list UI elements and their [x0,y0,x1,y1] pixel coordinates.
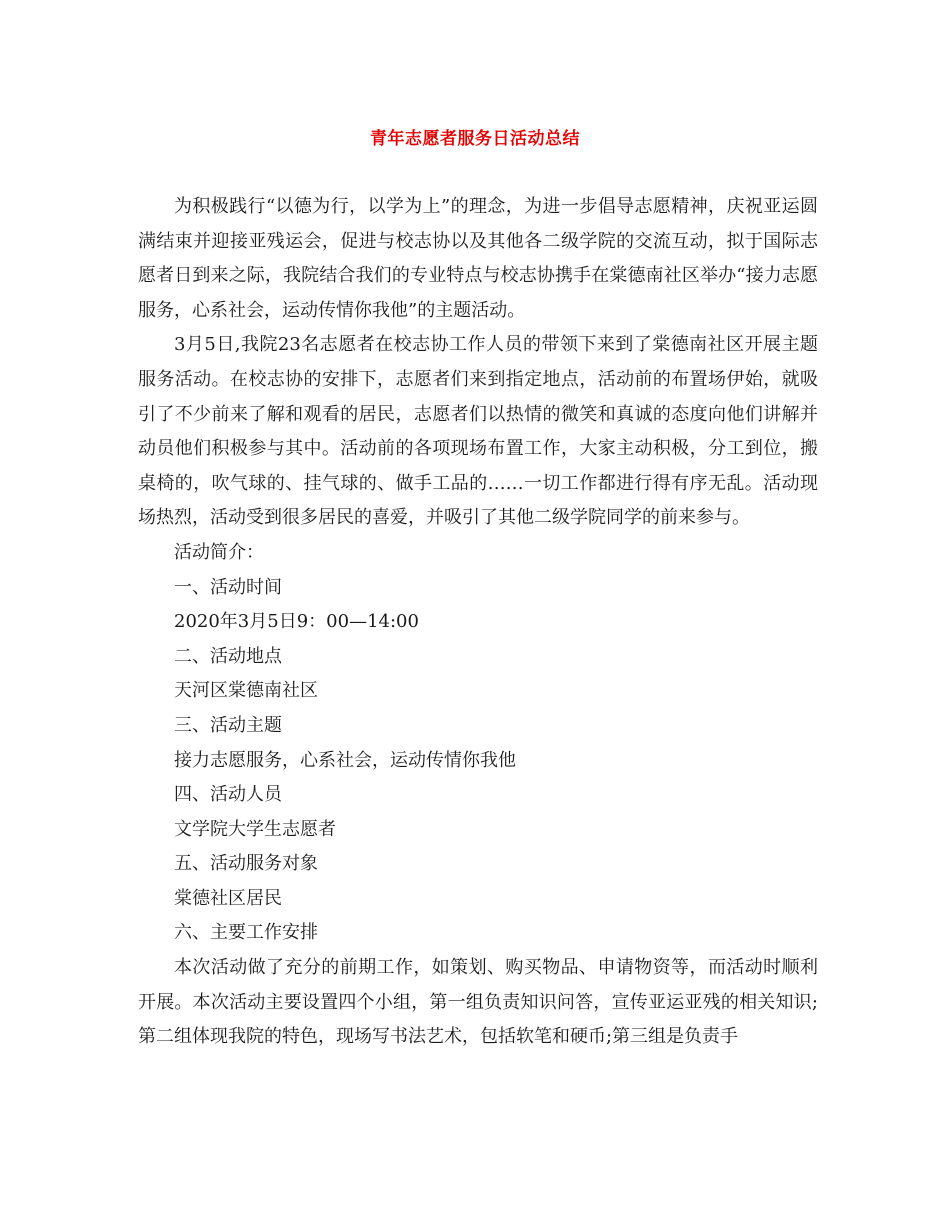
document-title: 青年志愿者服务日活动总结 [370,129,580,149]
value-activity-location: 天河区棠德南社区 [174,680,318,702]
heading-service-target: 五、活动服务对象 [174,853,318,875]
value-activity-theme: 接力志愿服务，心系社会，运动传情你我他 [174,749,516,771]
heading-activity-staff: 四、活动人员 [174,784,282,806]
document-body [138,190,818,1055]
paragraph-intro: 为积极践行“以德为行，以学为上”的理念，为进一步倡导志愿精神，庆祝亚运圆满结束并迎接亚残运会，促进与校志协以及其他各二级学院的交流互动，拟于国际志愿者日到来之际，我院结合我们的专业特点与校志协携手在棠德南社区举办“接力志愿服务，心系社会，运动传情你我他”的主题活动。 [138,196,818,321]
heading-activity-location: 二、活动地点 [174,645,282,667]
value-activity-staff: 文学院大学生志愿者 [174,818,336,840]
heading-work-arrangement: 六、主要工作安排 [174,922,318,944]
heading-activity-time: 一、活动时间 [174,576,282,598]
value-service-target: 棠德社区居民 [174,887,282,909]
paragraph-event-report: 3月5日,我院23名志愿者在校志协工作人员的带领下来到了棠德南社区开展主题服务活动。在校志协的安排下，志愿者们来到指定地点，活动前的布置场伊始，就吸引了不少前来了解和观看的居民，志愿者们以热情的微笑和真诚的态度向他们讲解并动员他们积极参与其中。活动前的各项现场布置工作，大家主动积极，分工到位，搬桌椅的，吹气球的、挂气球的、做手工品的……一切工作都进行得有序无乱。活动现场热烈，活动受到很多居民的喜爱，并吸引了其他二级学院同学的前来参与。 [138,334,818,529]
paragraph-work-arrangement: 本次活动做了充分的前期工作，如策划、购买物品、申请物资等，而活动时顺利开展。本次活动主要设置四个小组，第一组负责知识问答，宣传亚运亚残的相关知识;第二组体现我院的特色，现场写书法艺术，包括软笔和硬币;第三组是负责手 [138,957,818,1048]
value-activity-time: 2020年3月5日9：00—14:00 [174,611,419,633]
heading-activity-theme: 三、活动主题 [174,714,282,736]
section-intro-heading: 活动简介： [174,541,264,563]
